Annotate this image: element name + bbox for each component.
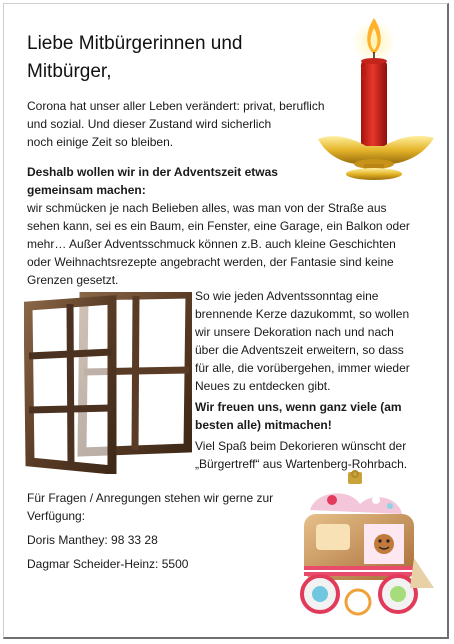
- mitmachen-paragraph: [195, 398, 435, 434]
- contact-person-doris: Doris Manthey: 98 33 28: [27, 533, 158, 547]
- advent-heading-line: gemeinsam machen:: [27, 183, 146, 197]
- kerze-line: wir unsere Dekoration nach und nach: [195, 325, 394, 339]
- wooden-window-frames-icon: [24, 292, 192, 474]
- headline-line-1: Liebe Mitbürgerinnen und: [27, 33, 243, 54]
- greeting-paragraph: [195, 437, 435, 473]
- kerze-line: Neues zu entdecken gibt.: [195, 379, 331, 393]
- greeting-line: „Bürgertreff“ aus Wartenberg-Rohrbach.: [195, 457, 408, 471]
- candle-icon: [316, 14, 436, 184]
- kerze-paragraph: [195, 287, 435, 395]
- advent-line: wir schmücken je nach Belieben alles, was man von der Straße aus: [27, 201, 387, 215]
- intro-paragraph: [27, 97, 327, 151]
- greeting-line: Viel Spaß beim Dekorieren wünscht der: [195, 439, 407, 453]
- kerze-line: So wie jeden Adventssonntag eine: [195, 289, 379, 303]
- advent-line: oder Weihnachtsrezepte angebracht werden, der Fantasie sind keine: [27, 255, 394, 269]
- advent-line: Grenzen gesetzt.: [27, 273, 119, 287]
- side-paragraphs: [195, 287, 435, 476]
- mitmachen-line: Wir freuen uns, wenn ganz viele (am: [195, 400, 402, 414]
- advent-heading-line: Deshalb wollen wir in der Adventszeit etwas: [27, 165, 278, 179]
- kerze-line: brennende Kerze dazukommt, so wollen: [195, 307, 410, 321]
- contact-intro-line: Für Fragen / Anregungen stehen wir gerne zur: [27, 491, 274, 505]
- advent-line: mehr… Außer Adventsschmuck können z.B. auch kleine Geschichten: [27, 237, 396, 251]
- headline: [27, 30, 327, 86]
- christmas-train-ornament-icon: [280, 470, 440, 630]
- kerze-line: für alle, die vorübergehen, immer wieder: [195, 361, 410, 375]
- mitmachen-line: besten alle) mitmachen!: [195, 418, 332, 432]
- intro-line: Corona hat unser aller Leben verändert: privat, beruflich: [27, 99, 325, 113]
- contact-intro-line: Verfügung:: [27, 509, 86, 523]
- headline-line-2: Mitbürger,: [27, 61, 112, 82]
- advent-line: sehen kann, sei es ein Baum, ein Fenster, eine Garage, ein Balkon oder: [27, 219, 410, 233]
- intro-line: und sozial. Und dieser Zustand wird sicherlich: [27, 117, 272, 131]
- intro-line: noch einige Zeit so bleiben.: [27, 135, 174, 149]
- kerze-line: über die Adventszeit erweitern, so dass: [195, 343, 404, 357]
- contact-block: [27, 489, 287, 573]
- contact-person-dagmar: Dagmar Scheider-Heinz: 5500: [27, 557, 189, 571]
